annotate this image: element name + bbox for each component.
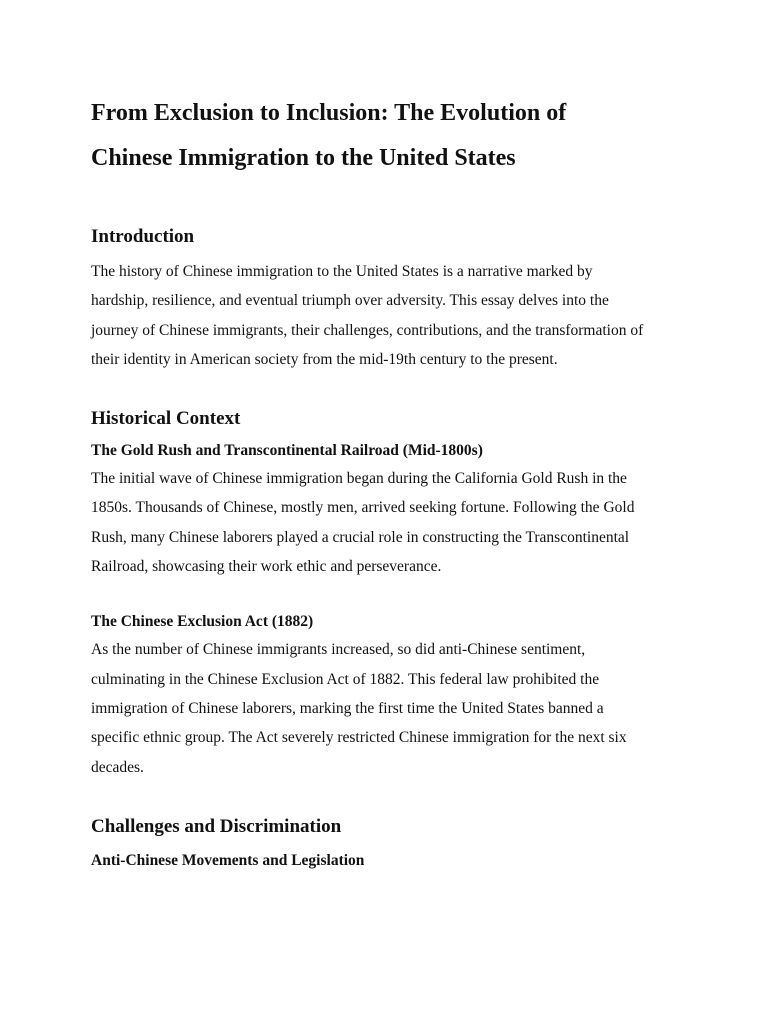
- paragraph-line: Rush, many Chinese laborers played a crucial role in constructing the Transcontinental: [91, 528, 630, 546]
- gold-rush-subheading: The Gold Rush and Transcontinental Railroad (Mid-1800s): [91, 442, 483, 460]
- paragraph-line: The initial wave of Chinese immigration began during the California Gold Rush in the: [91, 470, 627, 488]
- historical-context-heading: Historical Context: [91, 408, 241, 430]
- exclusion-act-subheading: The Chinese Exclusion Act (1882): [91, 613, 314, 631]
- anti-chinese-subheading: Anti-Chinese Movements and Legislation: [91, 851, 365, 869]
- title-line: From Exclusion to Inclusion: The Evolution of: [91, 100, 567, 126]
- paragraph-line: 1850s. Thousands of Chinese, mostly men, arrived seeking fortune. Following the Gold: [91, 499, 635, 517]
- paragraph-line: culminating in the Chinese Exclusion Act of 1882. This federal law prohibited the: [91, 670, 600, 688]
- paragraph-line: The history of Chinese immigration to the United States is a narrative marked by: [91, 263, 593, 280]
- paragraph-line: hardship, resilience, and eventual triumph over adversity. This essay delves into the: [91, 292, 609, 310]
- paragraph-line: journey of Chinese immigrants, their challenges, contributions, and the transformation of: [91, 321, 644, 339]
- paragraph-line: specific ethnic group. The Act severely restricted Chinese immigration for the next six: [91, 729, 627, 747]
- paragraph-line: their identity in American society from the mid-19th century to the present.: [91, 350, 558, 368]
- introduction-heading: Introduction: [91, 226, 195, 247]
- paragraph-line: As the number of Chinese immigrants increased, so did anti-Chinese sentiment,: [91, 641, 586, 659]
- challenges-heading: Challenges and Discrimination: [91, 815, 342, 837]
- introduction-paragraph: [91, 257, 688, 374]
- title-line: Chinese Immigration to the United States: [91, 145, 516, 171]
- paragraph-line: Railroad, showcasing their work ethic and perseverance.: [91, 558, 442, 576]
- paragraph-line: decades.: [91, 758, 144, 776]
- paragraph-line: immigration of Chinese laborers, marking the first time the United States banned a: [91, 699, 604, 717]
- gold-rush-paragraph: [91, 464, 688, 581]
- exclusion-act-paragraph: [91, 635, 688, 781]
- document-title: [91, 91, 688, 181]
